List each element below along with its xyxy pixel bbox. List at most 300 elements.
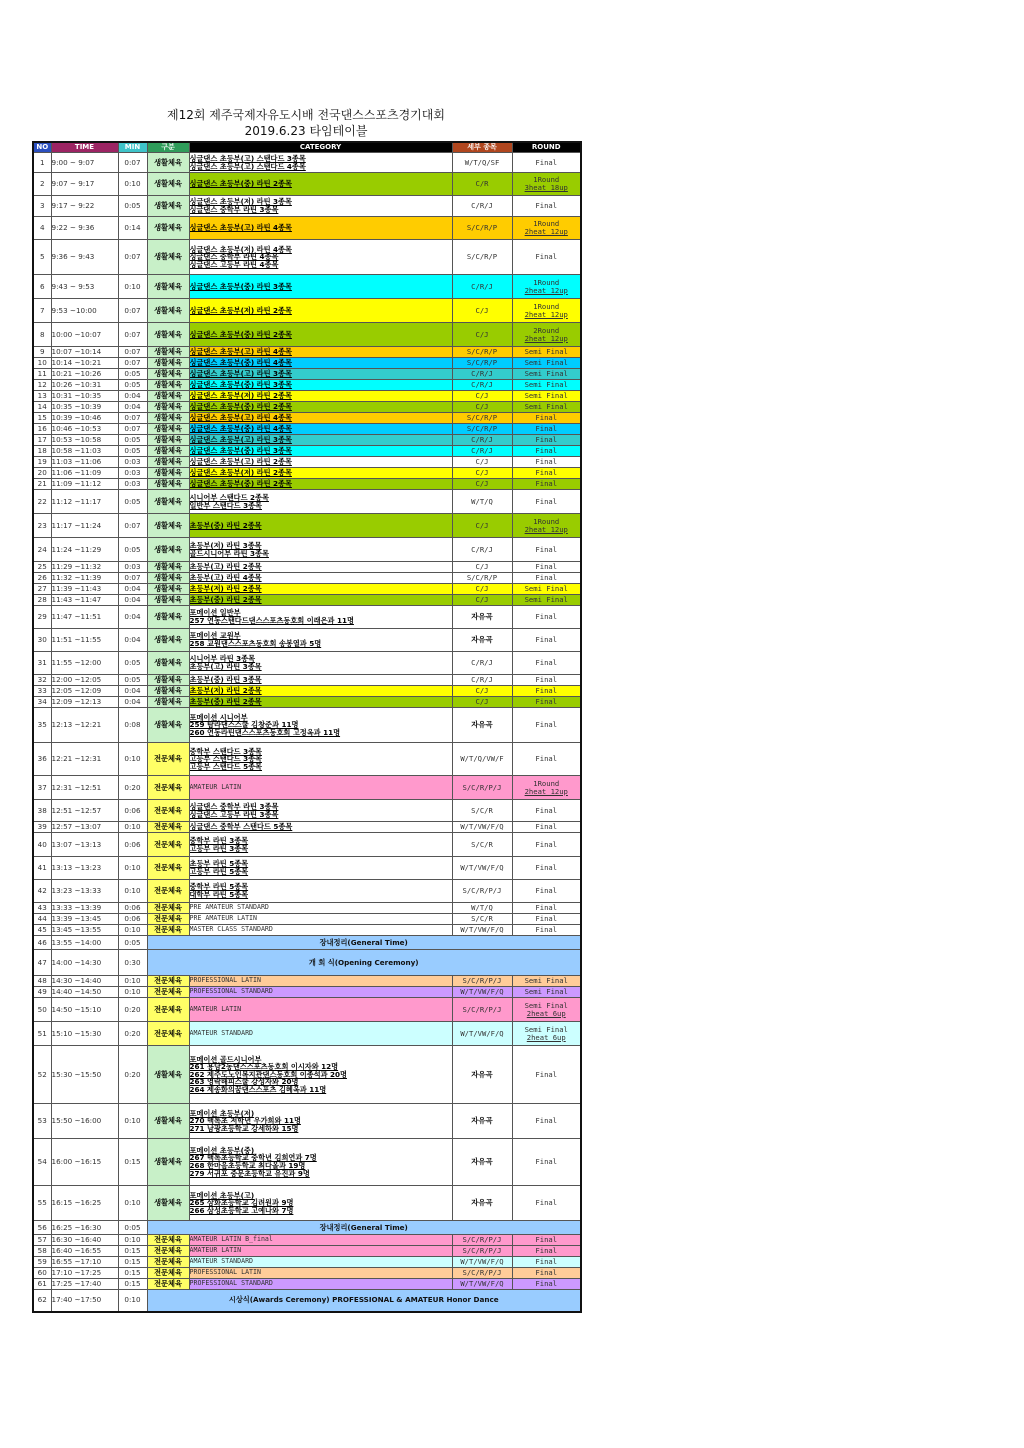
round-cell: [512, 880, 581, 903]
row-number: 11: [33, 369, 51, 380]
category-cell: [189, 998, 452, 1022]
round-line: Final: [535, 886, 558, 896]
detail-cell: 자유곡: [452, 606, 512, 629]
row-minutes: 0:05: [118, 369, 147, 380]
division-badge: 생활체육: [147, 514, 189, 538]
row-minutes: 0:07: [118, 153, 147, 173]
table-row: [33, 1221, 581, 1235]
row-number: 27: [33, 584, 51, 595]
category-cell: [189, 240, 452, 275]
detail-cell: S/C/R/P: [452, 413, 512, 424]
row-minutes: 0:06: [118, 903, 147, 914]
division-badge: 생활체육: [147, 446, 189, 457]
round-line: Final: [535, 1257, 558, 1267]
table-row: [33, 1235, 581, 1246]
detail-cell: C/J: [452, 595, 512, 606]
row-minutes: 0:04: [118, 686, 147, 697]
row-number: 24: [33, 538, 51, 562]
category-cell: [189, 914, 452, 925]
row-minutes: 0:05: [118, 652, 147, 675]
detail-cell: S/C/R/P/J: [452, 998, 512, 1022]
row-number: 45: [33, 925, 51, 936]
division-badge: 생활체육: [147, 413, 189, 424]
row-number: 60: [33, 1268, 51, 1279]
row-minutes: 0:07: [118, 413, 147, 424]
division-badge: 생활체육: [147, 153, 189, 173]
row-time: 12:13 ~12:21: [51, 708, 118, 743]
table-row: [33, 1246, 581, 1257]
row-time: 11:43 ~11:47: [51, 595, 118, 606]
row-minutes: 0:06: [118, 800, 147, 822]
row-time: 10:26 ~10:31: [51, 380, 118, 391]
row-number: 46: [33, 936, 51, 950]
row-number: 6: [33, 275, 51, 299]
division-badge: 생활체육: [147, 606, 189, 629]
row-time: 16:30 ~16:40: [51, 1235, 118, 1246]
detail-cell: C/J: [452, 686, 512, 697]
row-minutes: 0:10: [118, 987, 147, 998]
category-line: 고등부 라틴 3종목: [189, 843, 249, 853]
row-time: 13:07 ~13:13: [51, 833, 118, 857]
category-line: PROFESSIONAL LATIN: [189, 976, 261, 985]
round-cell: [512, 402, 581, 413]
row-number: 25: [33, 562, 51, 573]
category-line: 초등부(저) 라틴 3종목: [189, 540, 262, 550]
round-line: Final: [535, 1069, 558, 1079]
ceremony-cell: 장내정리(General Time): [147, 936, 581, 950]
division-badge: 생활체육: [147, 196, 189, 217]
row-time: 9:17 ~ 9:22: [51, 196, 118, 217]
category-line: 포메이션 골드시니어부: [189, 1054, 262, 1064]
row-minutes: 0:10: [118, 275, 147, 299]
division-badge: 전문체육: [147, 925, 189, 936]
row-number: 33: [33, 686, 51, 697]
round-cell: [512, 595, 581, 606]
round-line: Final: [535, 1279, 558, 1289]
row-minutes: 0:10: [118, 925, 147, 936]
category-line: AMATEUR LATIN B_final: [189, 1235, 273, 1244]
detail-cell: C/R/J: [452, 435, 512, 446]
division-badge: 전문체육: [147, 1279, 189, 1290]
row-time: 15:10 ~15:30: [51, 1022, 118, 1046]
detail-cell: S/C/R/P: [452, 240, 512, 275]
round-line: Final: [535, 457, 558, 467]
detail-cell: C/J: [452, 457, 512, 468]
round-cell: [512, 562, 581, 573]
detail-cell: C/J: [452, 323, 512, 347]
division-badge: 생활체육: [147, 675, 189, 686]
category-cell: [189, 402, 452, 413]
row-minutes: 0:05: [118, 1221, 147, 1235]
category-line: 포메이션 시니어부: [189, 712, 248, 722]
round-cell: [512, 1279, 581, 1290]
row-time: 9:00 ~ 9:07: [51, 153, 118, 173]
table-row: [33, 936, 581, 950]
table-row: [33, 275, 581, 299]
row-time: 17:10 ~17:25: [51, 1268, 118, 1279]
table-row: [33, 1104, 581, 1139]
table-row: [33, 822, 581, 833]
detail-cell: W/T/VW/F/Q: [452, 822, 512, 833]
detail-cell: C/J: [452, 697, 512, 708]
document-subtitle: 2019.6.23 타임테이블: [244, 124, 368, 138]
category-cell: [189, 652, 452, 675]
row-number: 54: [33, 1139, 51, 1186]
table-row: [33, 675, 581, 686]
category-line: 싱글댄스 초등부(중) 라틴 2종목: [189, 479, 292, 489]
row-number: 32: [33, 675, 51, 686]
table-row: [33, 446, 581, 457]
category-line: 싱글댄스 초등부(중) 라틴 3종목: [189, 281, 292, 291]
row-number: 10: [33, 358, 51, 369]
row-minutes: 0:10: [118, 1104, 147, 1139]
division-badge: 전문체육: [147, 743, 189, 776]
row-number: 40: [33, 833, 51, 857]
row-number: 30: [33, 629, 51, 652]
detail-cell: C/J: [452, 402, 512, 413]
round-cell: [512, 1104, 581, 1139]
table-row: [33, 914, 581, 925]
category-cell: [189, 976, 452, 987]
row-minutes: 0:07: [118, 240, 147, 275]
detail-cell: 자유곡: [452, 1104, 512, 1139]
category-line: 싱글댄스 초등부(고) 라틴 2종목: [189, 457, 292, 467]
row-number: 16: [33, 424, 51, 435]
division-badge: 전문체육: [147, 1257, 189, 1268]
division-badge: 생활체육: [147, 323, 189, 347]
division-badge: 전문체육: [147, 998, 189, 1022]
category-line: 포메이션 초등부(중): [189, 1145, 255, 1155]
row-minutes: 0:10: [118, 822, 147, 833]
detail-cell: W/T/VW/F/Q: [452, 1022, 512, 1046]
table-row: [33, 880, 581, 903]
division-badge: 생활체육: [147, 584, 189, 595]
round-cell: [512, 196, 581, 217]
header-time: TIME: [51, 142, 118, 153]
table-row: [33, 196, 581, 217]
category-line: 중학부 스탠다드 3종목: [189, 746, 262, 756]
detail-cell: 자유곡: [452, 1186, 512, 1221]
row-number: 4: [33, 217, 51, 240]
table-row: [33, 987, 581, 998]
round-cell: [512, 833, 581, 857]
category-line: 싱글댄스 초등부(고) 라틴 3종목: [189, 435, 292, 445]
table-row: [33, 424, 581, 435]
round-cell: [512, 457, 581, 468]
row-minutes: 0:07: [118, 347, 147, 358]
row-number: 35: [33, 708, 51, 743]
category-cell: [189, 1046, 452, 1104]
category-cell: [189, 323, 452, 347]
table-row: [33, 413, 581, 424]
table-row: [33, 435, 581, 446]
detail-cell: W/T/Q: [452, 903, 512, 914]
category-cell: [189, 675, 452, 686]
row-minutes: 0:04: [118, 391, 147, 402]
division-badge: 생활체육: [147, 240, 189, 275]
row-time: 9:22 ~ 9:36: [51, 217, 118, 240]
round-cell: [512, 998, 581, 1022]
row-minutes: 0:05: [118, 446, 147, 457]
detail-cell: 자유곡: [452, 629, 512, 652]
detail-cell: S/C/R/P/J: [452, 1235, 512, 1246]
round-line: 2heat 6up: [526, 1008, 566, 1018]
detail-cell: S/C/R/P/J: [452, 1268, 512, 1279]
category-line: AMATEUR STANDARD: [189, 1028, 254, 1037]
detail-cell: C/R: [452, 173, 512, 196]
row-time: 11:17 ~11:24: [51, 514, 118, 538]
row-time: 13:13 ~13:23: [51, 857, 118, 880]
round-cell: [512, 240, 581, 275]
row-minutes: 0:03: [118, 468, 147, 479]
category-cell: [189, 1268, 452, 1279]
row-number: 34: [33, 697, 51, 708]
category-cell: [189, 573, 452, 584]
category-line: 싱글댄스 초등부(고) 라틴 4종목: [189, 413, 292, 423]
division-badge: 생활체육: [147, 697, 189, 708]
row-time: 11:55 ~12:00: [51, 652, 118, 675]
row-time: 13:55 ~14:00: [51, 936, 118, 950]
category-line: 포메이션 교원부: [189, 631, 241, 641]
round-line: Final: [535, 675, 558, 685]
round-line: Final: [535, 1157, 558, 1167]
detail-cell: C/R/J: [452, 675, 512, 686]
row-minutes: 0:05: [118, 675, 147, 686]
row-time: 11:47 ~11:51: [51, 606, 118, 629]
category-cell: [189, 1257, 452, 1268]
row-time: 11:39 ~11:43: [51, 584, 118, 595]
round-cell: [512, 857, 581, 880]
division-badge: 생활체육: [147, 538, 189, 562]
row-number: 36: [33, 743, 51, 776]
category-line: 262 제주도노인복지관댄스동호회 이종석과 20명: [189, 1069, 347, 1079]
category-line: 싱글댄스 초등부(중) 라틴 4종목: [189, 424, 292, 434]
category-line: AMATEUR LATIN: [189, 1246, 242, 1255]
row-number: 26: [33, 573, 51, 584]
row-time: 13:23 ~13:33: [51, 880, 118, 903]
row-minutes: 0:07: [118, 299, 147, 323]
round-line: Semi Final: [524, 391, 568, 401]
category-cell: [189, 275, 452, 299]
category-line: 초등부(중) 라틴 2종목: [189, 520, 262, 530]
round-cell: [512, 347, 581, 358]
round-cell: [512, 1022, 581, 1046]
category-line: 포메이션 초등부(고): [189, 1190, 255, 1200]
category-line: 대학부 라틴 5종목: [189, 890, 249, 899]
row-minutes: 0:07: [118, 424, 147, 435]
category-cell: [189, 479, 452, 490]
row-minutes: 0:05: [118, 196, 147, 217]
table-row: [33, 595, 581, 606]
round-line: Final: [535, 496, 558, 506]
category-line: 중학부 라틴 5종목: [189, 882, 249, 892]
division-badge: 전문체육: [147, 880, 189, 903]
round-cell: [512, 514, 581, 538]
division-badge: 생활체육: [147, 686, 189, 697]
row-minutes: 0:20: [118, 998, 147, 1022]
row-minutes: 0:03: [118, 562, 147, 573]
table-row: [33, 173, 581, 196]
table-row: [33, 457, 581, 468]
detail-cell: W/T/VW/F/Q: [452, 1257, 512, 1268]
row-minutes: 0:20: [118, 776, 147, 800]
round-cell: [512, 217, 581, 240]
round-line: 2heat 12up: [524, 285, 568, 295]
row-number: 39: [33, 822, 51, 833]
category-line: 싱글댄스 초등부(고) 스탠다드 4종목: [189, 161, 306, 171]
row-minutes: 0:15: [118, 1246, 147, 1257]
round-cell: [512, 652, 581, 675]
division-badge: 전문체육: [147, 822, 189, 833]
category-line: 포메이션 초등부(저): [189, 1108, 255, 1118]
category-cell: [189, 857, 452, 880]
division-badge: 전문체육: [147, 857, 189, 880]
table-row: [33, 998, 581, 1022]
detail-cell: W/T/VW/F/Q: [452, 857, 512, 880]
category-line: 싱글댄스 초등부(고) 라틴 4종목: [189, 347, 292, 357]
row-minutes: 0:04: [118, 629, 147, 652]
category-line: 싱글댄스 초등부(저) 라틴 2종목: [189, 468, 292, 478]
row-time: 17:25 ~17:40: [51, 1279, 118, 1290]
round-line: 1Round: [533, 175, 560, 185]
row-number: 53: [33, 1104, 51, 1139]
detail-cell: S/C/R: [452, 833, 512, 857]
row-minutes: 0:06: [118, 914, 147, 925]
category-line: 싱글댄스 중학부 라틴 4종목: [189, 252, 279, 262]
row-minutes: 0:15: [118, 1279, 147, 1290]
row-number: 50: [33, 998, 51, 1022]
table-row: [33, 686, 581, 697]
round-line: Final: [535, 903, 558, 913]
row-number: 15: [33, 413, 51, 424]
division-badge: 생활체육: [147, 457, 189, 468]
round-cell: [512, 976, 581, 987]
category-line: 싱글댄스 초등부(중) 라틴 2종목: [189, 329, 292, 339]
category-line: 고등부 스탠다드 3종목: [189, 754, 262, 764]
row-time: 17:40 ~17:50: [51, 1290, 118, 1312]
division-badge: 생활체육: [147, 347, 189, 358]
table-row: [33, 743, 581, 776]
category-line: 257 연동스탠다드댄스스포츠동호회 이래은과 11명: [189, 616, 354, 625]
row-number: 28: [33, 595, 51, 606]
row-minutes: 0:08: [118, 708, 147, 743]
row-time: 11:09 ~11:12: [51, 479, 118, 490]
category-line: 중학부 라틴 3종목: [189, 835, 249, 845]
table-row: [33, 1279, 581, 1290]
timetable-body: [33, 153, 581, 1312]
category-cell: [189, 1279, 452, 1290]
row-number: 23: [33, 514, 51, 538]
row-number: 38: [33, 800, 51, 822]
round-cell: [512, 380, 581, 391]
row-time: 10:21 ~10:26: [51, 369, 118, 380]
row-time: 16:40 ~16:55: [51, 1246, 118, 1257]
category-line: 싱글댄스 초등부(저) 라틴 2종목: [189, 305, 292, 315]
category-line: 골드시니어부 라틴 3종목: [189, 548, 269, 558]
division-badge: 전문체육: [147, 1246, 189, 1257]
row-time: 12:05 ~12:09: [51, 686, 118, 697]
round-cell: [512, 1235, 581, 1246]
round-line: Final: [535, 1246, 558, 1256]
category-cell: [189, 153, 452, 173]
row-time: 14:00 ~14:30: [51, 950, 118, 976]
row-minutes: 0:07: [118, 358, 147, 369]
round-cell: [512, 606, 581, 629]
document-title: 제12회 제주국제자유도시배 전국댄스스포츠경기대회: [167, 108, 445, 122]
round-cell: [512, 538, 581, 562]
row-time: 11:51 ~11:55: [51, 629, 118, 652]
detail-cell: S/C/R/P: [452, 347, 512, 358]
row-time: 9:43 ~ 9:53: [51, 275, 118, 299]
row-time: 10:35 ~10:39: [51, 402, 118, 413]
round-cell: [512, 697, 581, 708]
round-line: Final: [535, 805, 558, 815]
round-line: Final: [535, 1116, 558, 1126]
round-line: Final: [535, 446, 558, 456]
table-row: [33, 1046, 581, 1104]
row-minutes: 0:07: [118, 323, 147, 347]
header-row: [33, 142, 581, 153]
category-line: 싱글댄스 중학부 라틴 3종목: [189, 801, 279, 811]
category-cell: [189, 424, 452, 435]
category-cell: [189, 1139, 452, 1186]
row-number: 22: [33, 490, 51, 514]
ceremony-cell: 시상식(Awards Ceremony) PROFESSIONAL & AMATEUR Honor Dance: [147, 1290, 581, 1312]
row-time: 12:21 ~12:31: [51, 743, 118, 776]
round-cell: [512, 358, 581, 369]
detail-cell: W/T/VW/F/Q: [452, 987, 512, 998]
row-number: 18: [33, 446, 51, 457]
row-number: 44: [33, 914, 51, 925]
division-badge: 전문체육: [147, 800, 189, 822]
row-time: 12:09 ~12:13: [51, 697, 118, 708]
detail-cell: C/R/J: [452, 275, 512, 299]
row-time: 16:25 ~16:30: [51, 1221, 118, 1235]
detail-cell: 자유곡: [452, 708, 512, 743]
division-badge: 생활체육: [147, 435, 189, 446]
row-number: 49: [33, 987, 51, 998]
category-line: 싱글댄스 중학부 라틴 3종목: [189, 205, 279, 214]
division-badge: 생활체육: [147, 1104, 189, 1139]
row-number: 2: [33, 173, 51, 196]
row-time: 10:53 ~10:58: [51, 435, 118, 446]
row-time: 11:03 ~11:06: [51, 457, 118, 468]
category-cell: [189, 413, 452, 424]
category-cell: [189, 562, 452, 573]
table-row: [33, 514, 581, 538]
category-cell: [189, 1246, 452, 1257]
timetable: [32, 141, 582, 1313]
round-line: 2heat 12up: [524, 227, 568, 236]
table-row: [33, 833, 581, 857]
row-number: 47: [33, 950, 51, 976]
header-category: CATEGORY: [189, 142, 452, 153]
round-line: 1Round: [533, 277, 560, 287]
category-line: 일반부 스탠다드 3종목: [189, 500, 262, 510]
division-badge: 생활체육: [147, 479, 189, 490]
row-number: 14: [33, 402, 51, 413]
category-cell: [189, 347, 452, 358]
row-number: 62: [33, 1290, 51, 1312]
row-number: 13: [33, 391, 51, 402]
category-line: 초등부(중) 라틴 2종목: [189, 595, 262, 605]
table-row: [33, 950, 581, 976]
row-minutes: 0:05: [118, 380, 147, 391]
row-number: 5: [33, 240, 51, 275]
round-line: Final: [535, 635, 558, 645]
category-line: 싱글댄스 초등부(중) 라틴 4종목: [189, 358, 292, 368]
detail-cell: C/R/J: [452, 652, 512, 675]
